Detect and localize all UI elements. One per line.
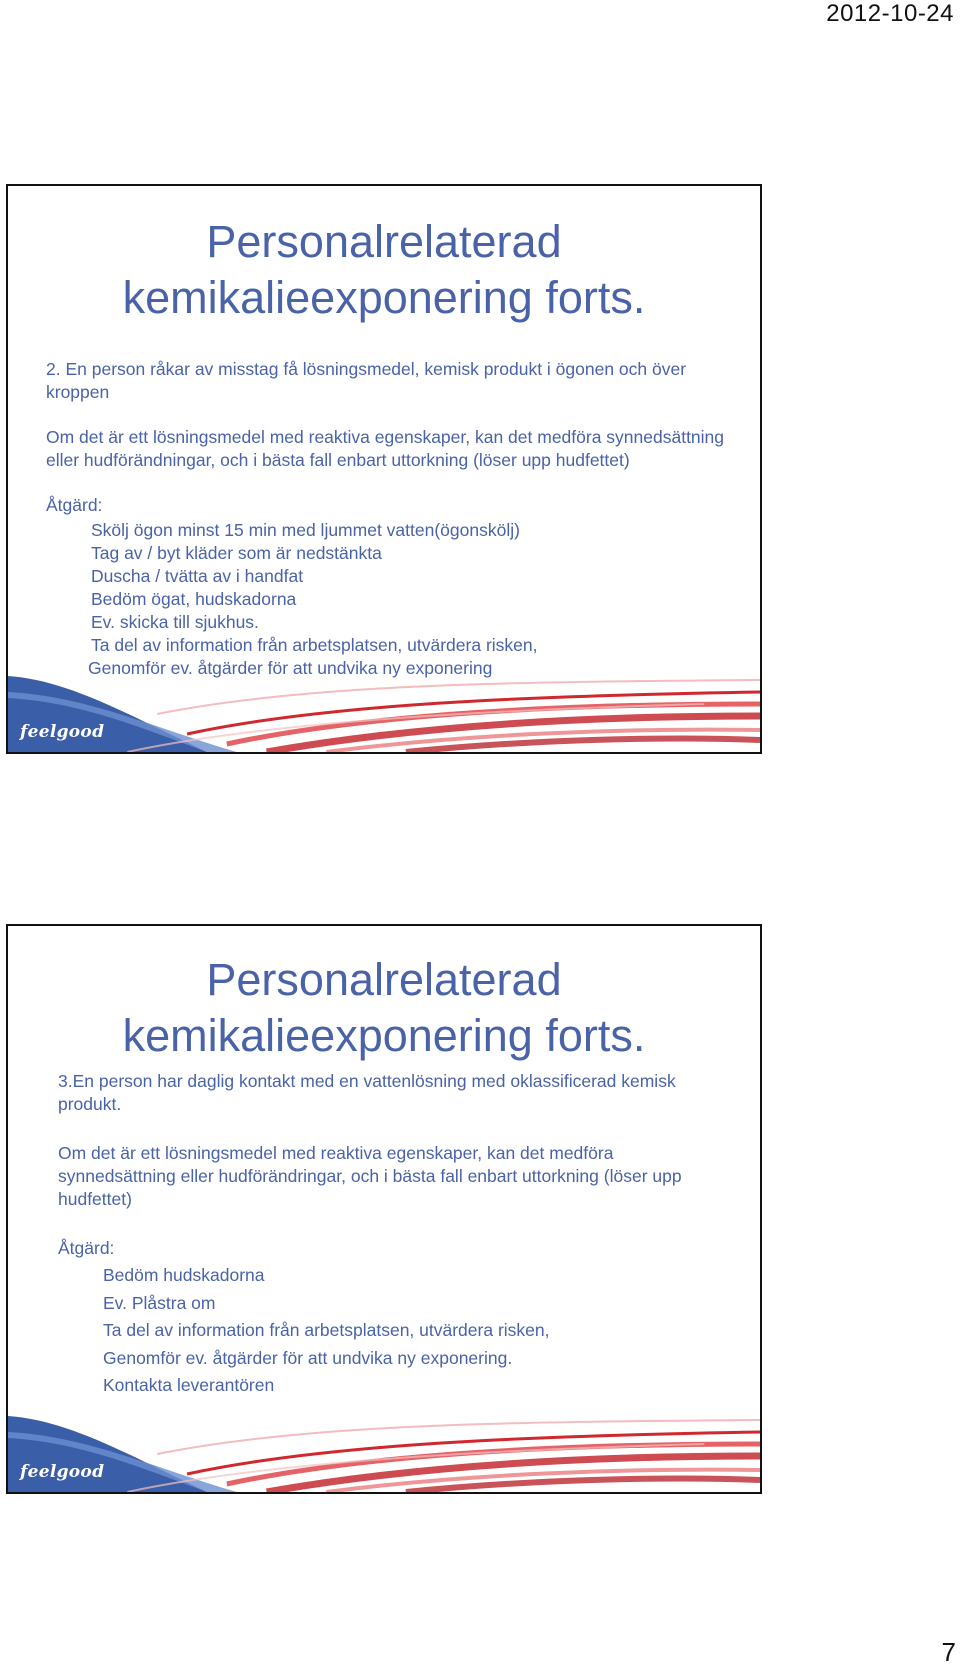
- effects-text: Om det är ett lösningsmedel med reaktiva egenskaper, kan det medföra synnedsättning eller hudförändringar, och i bästa fall enbart uttorkning (löser upp hudfettet): [58, 1143, 682, 1209]
- list-item: Duscha / tvätta av i handfat: [91, 566, 304, 586]
- list-item: Bedöm hudskadorna: [103, 1265, 265, 1285]
- slide-title-line-1: Personalrelaterad: [206, 954, 562, 1005]
- list-item: Genomför ev. åtgärder för att undvika ny exponering.: [103, 1347, 513, 1368]
- feelgood-logo: feelgood: [20, 722, 105, 742]
- effects-text: Om det är ett lösningsmedel med reaktiva egenskaper, kan det medföra synnedsättning eller hudförändningar, och i bästa fall enbart uttorkning (löser upp hudfettet): [46, 427, 725, 470]
- swoosh-graphic: [8, 674, 760, 752]
- list-item: Genomför ev. åtgärder för att undvika ny exponering: [88, 658, 493, 678]
- slide-1: [6, 184, 762, 754]
- slide-body: [8, 1070, 760, 1400]
- list-item: Ta del av information från arbetsplatsen, utvärdera risken,: [91, 635, 538, 655]
- list-item: Ev. Plåstra om: [103, 1292, 216, 1313]
- action-list: [46, 519, 732, 680]
- page-date: 2012-10-24: [826, 0, 954, 27]
- action-list: [58, 1262, 732, 1400]
- slide-title: [8, 214, 760, 326]
- list-item: Kontakta leverantören: [103, 1375, 275, 1395]
- list-item: Bedöm ögat, hudskadorna: [91, 589, 297, 609]
- swoosh-graphic: [8, 1414, 760, 1492]
- feelgood-logo: feelgood: [20, 1462, 105, 1482]
- slide-title-line-1: Personalrelaterad: [206, 216, 562, 267]
- slide-footer-swoosh: [8, 674, 760, 752]
- scenario-text: 2. En person råkar av misstag få lösningsmedel, kemisk produkt i ögonen och över kroppen: [46, 359, 687, 402]
- list-item: Ta del av information från arbetsplatsen, utvärdera risken,: [103, 1320, 550, 1340]
- slide-title-line-2: kemikalieexponering forts.: [122, 272, 646, 323]
- slide-footer-swoosh: [8, 1414, 760, 1492]
- list-item: Skölj ögon minst 15 min med ljummet vatten(ögonskölj): [91, 520, 520, 540]
- list-item: Ev. skicka till sjukhus.: [91, 612, 259, 632]
- list-item: Tag av / byt kläder som är nedstänkta: [91, 543, 382, 563]
- slide-2: [6, 924, 762, 1494]
- slide-title: [8, 952, 760, 1064]
- action-label: Åtgärd:: [58, 1238, 115, 1258]
- scenario-text: 3.En person har daglig kontakt med en vattenlösning med oklassificerad kemisk produkt.: [58, 1071, 676, 1114]
- slide-body: [8, 358, 760, 680]
- page-number: 7: [941, 1637, 956, 1667]
- slide-title-line-2: kemikalieexponering forts.: [122, 1010, 646, 1061]
- action-label: Åtgärd:: [46, 495, 103, 515]
